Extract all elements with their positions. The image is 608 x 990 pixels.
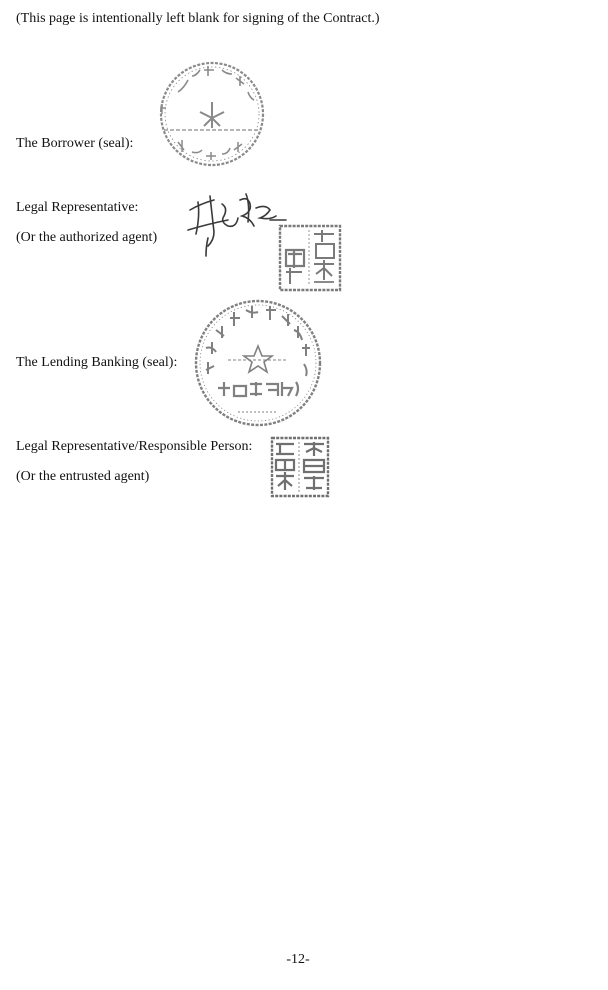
bank-legal-representative-label: Legal Representative/Responsible Person: <box>16 439 253 454</box>
bank-rep-square-seal-icon <box>270 436 330 498</box>
bank-entrusted-agent-label: (Or the entrusted agent) <box>16 469 150 484</box>
borrower-authorized-agent-label: (Or the authorized agent) <box>16 230 158 245</box>
borrower-rep-square-seal-icon <box>278 224 342 292</box>
blank-page-note: (This page is intentionally left blank for signing of the Contract.) <box>16 11 380 26</box>
bank-round-seal-icon <box>188 296 328 430</box>
page-number: -12- <box>286 952 310 967</box>
borrower-round-seal-icon <box>156 58 268 170</box>
borrower-seal-label: The Borrower (seal): <box>16 136 134 151</box>
lending-bank-seal-label: The Lending Banking (seal): <box>16 355 178 370</box>
borrower-legal-representative-label: Legal Representative: <box>16 200 139 215</box>
